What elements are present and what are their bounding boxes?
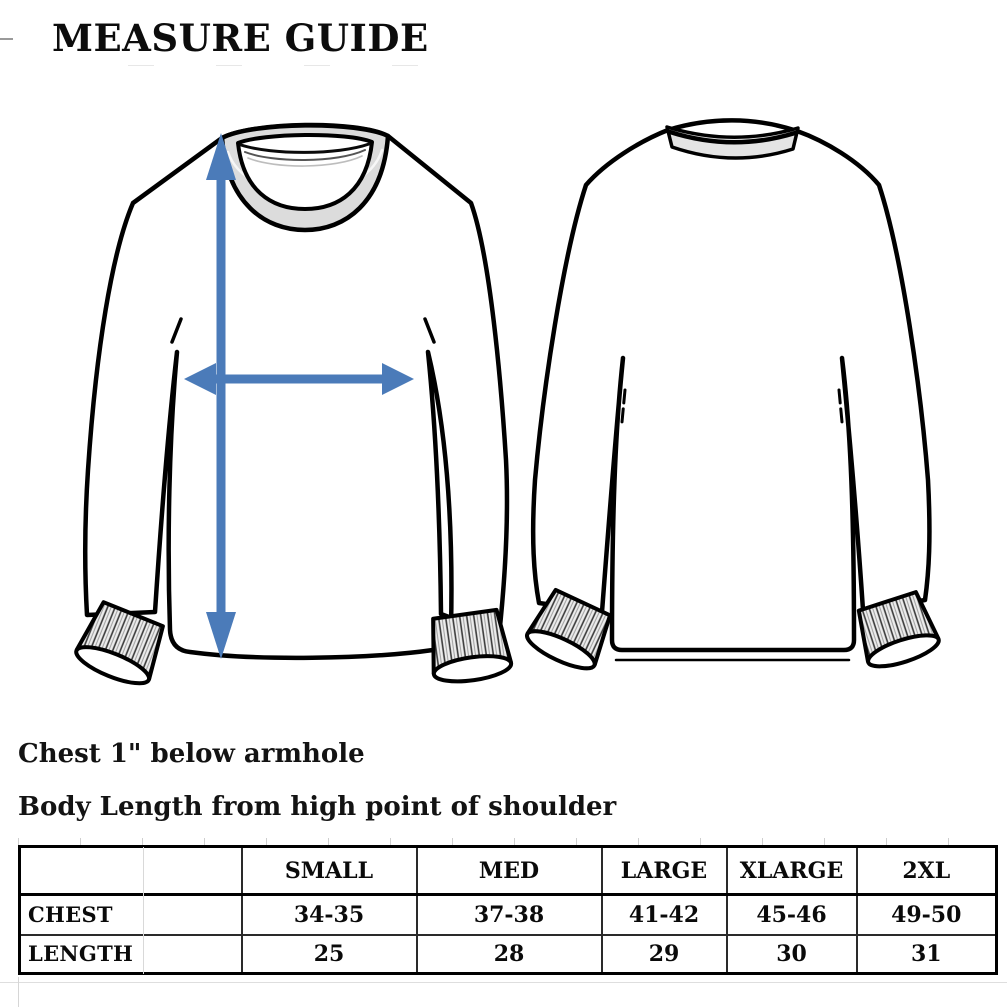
table-row-chest [20,895,997,935]
chest-large: 41-42 [602,895,727,935]
arrow-down-head [206,612,236,659]
body-length-arrow [206,133,236,659]
length-2xl: 31 [857,935,997,974]
gridline-artifact [18,977,19,1007]
chest-xlarge: 45-46 [727,895,857,935]
chest-2xl: 49-50 [857,895,997,935]
size-table-header-row [20,847,997,895]
front-collar-band [222,125,388,230]
length-med: 28 [417,935,602,974]
front-right-cuff [426,609,512,686]
col-header-med: MED [417,847,602,895]
note-chest-measure: Chest 1" below armhole [18,739,365,769]
length-large: 29 [602,935,727,974]
page-title: MEASURE GUIDE [52,16,429,60]
front-collar-opening [238,135,372,209]
back-collar-band [667,127,798,158]
col-header-2xl: 2XL [857,847,997,895]
col-header-xlarge: XLARGE [727,847,857,895]
row-label-length: LENGTH [20,935,242,974]
col-header-small: SMALL [242,847,417,895]
row-label-chest: CHEST [20,895,242,935]
front-left-cuff [72,600,169,691]
chest-small: 34-35 [242,895,417,935]
back-left-cuff [523,587,617,675]
size-table-corner-cell [20,847,242,895]
length-small: 25 [242,935,417,974]
arrow-right-head [382,363,414,395]
back-shirt [523,120,942,675]
gridline-artifact [18,838,995,845]
arrow-left-head [184,363,216,395]
chest-med: 37-38 [417,895,602,935]
table-row-length [20,935,997,974]
gridline-artifact [0,38,13,40]
arrow-up-head [206,133,236,180]
back-right-cuff [852,590,942,673]
front-shirt-body [85,125,507,658]
front-shirt [72,125,513,690]
chest-width-arrow [184,363,414,395]
note-body-length: Body Length from high point of shoulder [18,792,617,822]
length-xlarge: 30 [727,935,857,974]
gridline-artifact [128,65,438,66]
col-header-large: LARGE [602,847,727,895]
gridline-artifact [0,982,1007,983]
back-shirt-body [533,120,929,650]
size-table [18,845,998,975]
